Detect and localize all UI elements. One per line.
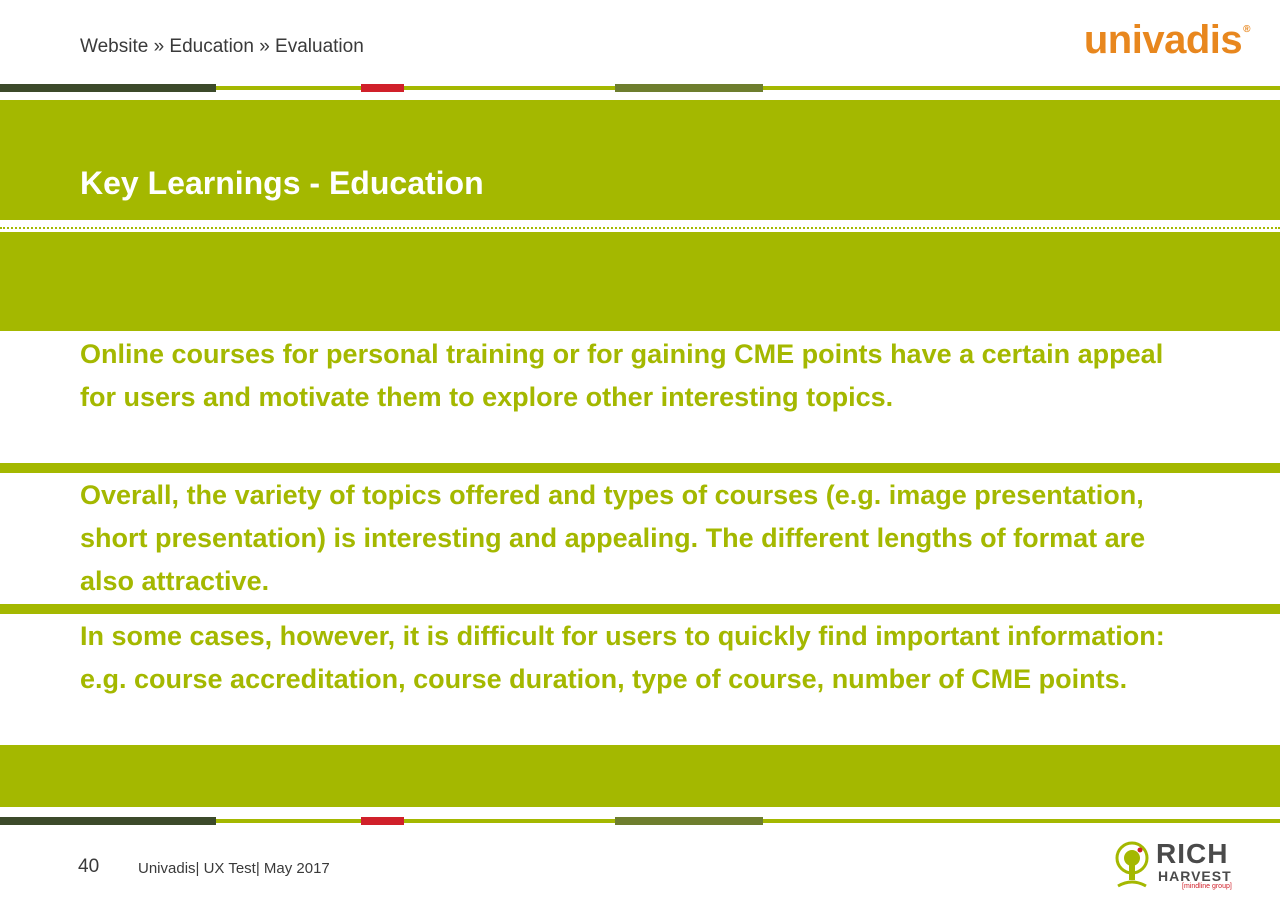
rich-harvest-logo [1110, 838, 1250, 894]
dotted-divider [0, 227, 1280, 229]
footer-text: Univadis| UX Test| May 2017 [138, 860, 330, 877]
univadis-logo-text: univadis [1083, 18, 1243, 62]
stripe-segment-thin [763, 819, 1280, 823]
stripe-segment-red [361, 817, 404, 825]
key-learning-point: Online courses for personal training or for gaining CME points have a certain appeal for users and motivate them to explore other interesting topics. [80, 339, 1164, 412]
slide-title: Key Learnings - Education [80, 165, 484, 201]
registered-mark: ® [1243, 24, 1250, 35]
stripe-segment-thin [404, 819, 615, 823]
breadcrumb: Website » Education » Evaluation [80, 36, 364, 57]
upper-green-band [0, 232, 1280, 331]
bottom-divider-stripe [0, 817, 1280, 825]
partner-logo-rich: RICH [1156, 838, 1229, 869]
univadis-logo [1084, 18, 1250, 63]
stripe-segment-olive [615, 817, 763, 825]
separator-band [0, 463, 1280, 473]
stripe-segment-thin [404, 86, 615, 90]
stripe-segment-thin [763, 86, 1280, 90]
stripe-segment-olive [615, 84, 763, 92]
stripe-segment-thin [216, 86, 361, 90]
stripe-segment-thin [216, 819, 361, 823]
lower-green-band [0, 745, 1280, 807]
separator-band [0, 604, 1280, 614]
stripe-segment-red [361, 84, 404, 92]
key-learning-point: In some cases, however, it is difficult for users to quickly find important information: e.g. course accreditation, course duration, type of course, number of CME points. [80, 621, 1165, 694]
stripe-segment-dark [0, 84, 216, 92]
stripe-segment-dark [0, 817, 216, 825]
partner-logo-subtitle: [mindline group] [1182, 883, 1232, 890]
partner-logo-harvest: HARVEST [1158, 868, 1232, 884]
title-band [0, 100, 1280, 220]
page-number: 40 [78, 856, 100, 877]
key-learning-point: Overall, the variety of topics offered and types of courses (e.g. image presentation, short presentation) is interesting and appealing. The different lengths of format are also attractive. [80, 480, 1146, 596]
tree-icon [1110, 840, 1154, 890]
top-divider-stripe [0, 84, 1280, 92]
